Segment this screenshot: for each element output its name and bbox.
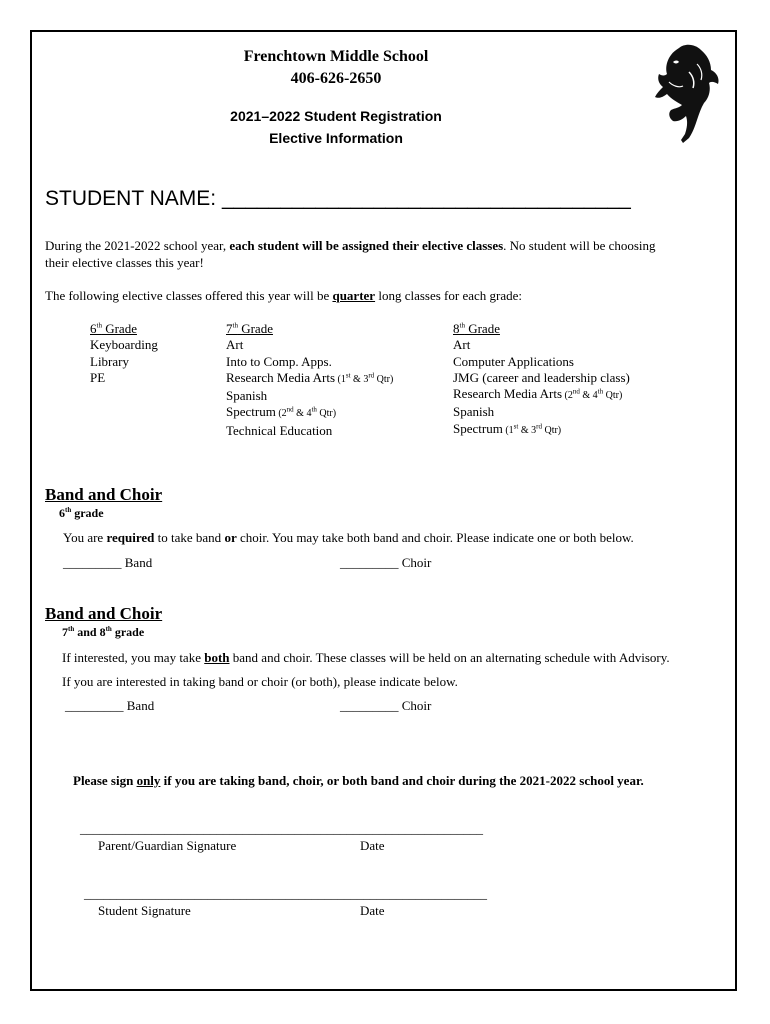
grade-7-column — [226, 321, 393, 439]
grade-7-item: Technical Education — [226, 422, 333, 438]
grade-8-item: Spanish — [453, 404, 495, 420]
quarter-emphasis: quarter — [332, 288, 376, 303]
band-choir-6-grade: 6th grade — [59, 506, 104, 520]
band-78-signup[interactable]: _________ Band — [65, 698, 155, 713]
elective-subtitle: Elective Information — [269, 130, 403, 146]
parent-signature-label: Parent/Guardian Signature — [98, 838, 237, 853]
intro-text: The following elective classes offered this year will be — [45, 288, 333, 303]
parent-date-label: Date — [360, 838, 385, 853]
grade-6-heading: 6th Grade — [90, 321, 137, 336]
parent-signature-line[interactable]: ______________________________________________________________ — [80, 821, 483, 836]
grade-7-heading: 7th Grade — [226, 321, 273, 336]
intro-paragraph-2 — [45, 288, 522, 304]
student-name-row — [45, 186, 631, 212]
grade-7-item: Art — [226, 337, 244, 353]
grade-8-item: Research Media Arts (2nd & 4th Qtr) — [453, 386, 623, 402]
intro-text: long classes for each grade: — [375, 288, 522, 303]
band-6-signup[interactable]: _________ Band — [63, 555, 153, 570]
intro-paragraph-1 — [45, 238, 656, 254]
band-choir-78-grade: 7th and 8th grade — [62, 625, 145, 639]
grade-6-item: Keyboarding — [90, 337, 158, 353]
grade-7-item: Spanish — [226, 388, 268, 404]
grade-8-item: Spectrum (1st & 3rd Qtr) — [453, 420, 562, 436]
student-name-line[interactable]: ___________________________________ — [221, 187, 631, 210]
choir-6-signup[interactable]: _________ Choir — [340, 555, 432, 570]
grade-8-column — [453, 321, 630, 439]
intro-text: During the 2021-2022 school year, — [45, 238, 230, 253]
band-choir-78-heading: Band and Choir — [45, 604, 163, 623]
school-name: Frenchtown Middle School — [243, 48, 429, 65]
band-choir-6-text: You are required to take band or choir. You may take both band and choir. Please indicate one or both below. — [63, 530, 634, 545]
band-choir-78-text2: If you are interested in taking band or choir (or both), please indicate below. — [62, 674, 458, 689]
grade-7-item: Research Media Arts (1st & 3rd Qtr) — [226, 369, 394, 385]
choir-78-signup[interactable]: _________ Choir — [340, 698, 432, 713]
grade-7-item: Into to Comp. Apps. — [226, 353, 332, 369]
band-choir-6-heading: Band and Choir — [45, 485, 163, 504]
student-signature-label: Student Signature — [98, 903, 191, 918]
student-name-label: STUDENT NAME: — [45, 187, 217, 210]
grade-7-item: Spectrum (2nd & 4th Qtr) — [226, 404, 337, 420]
grade-8-heading: 8th Grade — [453, 321, 500, 336]
student-signature-line[interactable]: ______________________________________________________________ — [84, 886, 487, 901]
band-choir-78-text: If interested, you may take both band and choir. These classes will be held on an alternating schedule with Advisory. — [62, 650, 670, 665]
grade-6-item: Library — [90, 353, 129, 369]
school-phone: 406-626-2650 — [290, 70, 382, 87]
grade-6-item: PE — [90, 369, 106, 385]
grade-8-item: Art — [453, 337, 471, 353]
student-date-label: Date — [360, 903, 385, 918]
registration-title: 2021–2022 Student Registration — [230, 108, 442, 124]
sign-note: Please sign only if you are taking band, choir, or both band and choir during the 2021-2022 school year. — [73, 773, 644, 788]
grade-6-column — [90, 321, 158, 386]
intro-text: . No student will be choosing — [503, 238, 656, 253]
intro-emphasis: each student will be assigned their elective classes — [229, 238, 504, 253]
grade-8-item: JMG (career and leadership class) — [453, 369, 630, 385]
intro-paragraph-1-line2: their elective classes this year! — [45, 255, 204, 270]
grade-8-item: Computer Applications — [453, 353, 574, 369]
bronco-mascot-logo — [649, 42, 723, 146]
